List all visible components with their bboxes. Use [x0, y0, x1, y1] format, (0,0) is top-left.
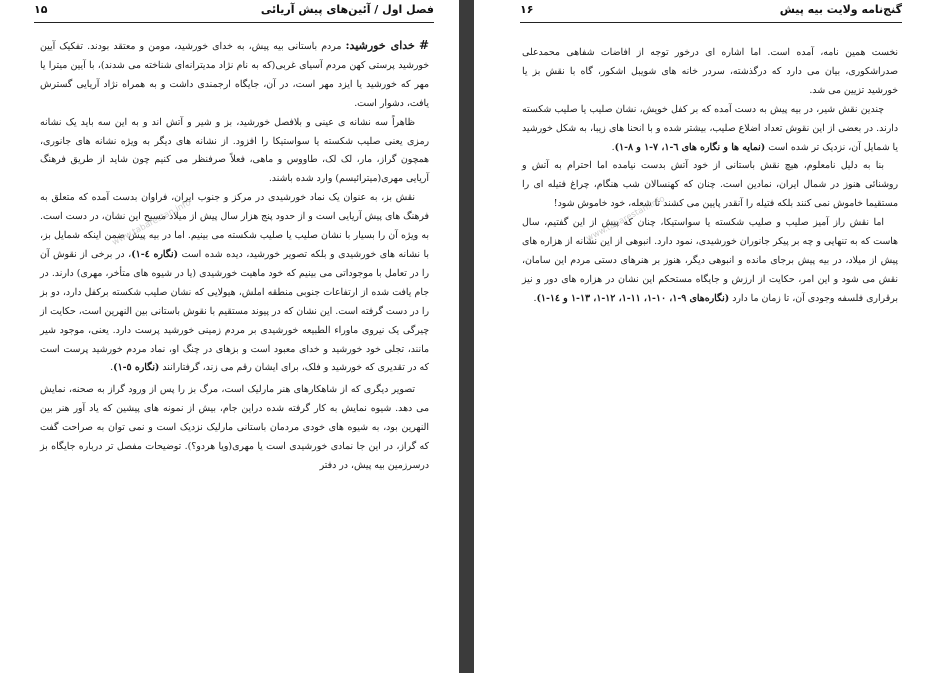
- paragraph-text: مردم باستانی بیه پیش، به خدای خورشید، مومن و معتقد بودند. تفکیک آیین خورشید پرستی کهن مردم آسیای غربی(که به نام نژاد مدیترانه‌ای شناخته می شدند)، با آیین میترا یا مهر که خورشید یا ایزد مهر است، در آن، جایگاه ارجمندی داشت و به همراه نژاد آریایی گسترش یافت، دشوار است.: [40, 41, 429, 109]
- left-page-number: ۱۵: [34, 3, 48, 16]
- right-header-rule: [520, 22, 902, 23]
- left-header-title: فصل اول / آئین‌های پیش آریائی: [260, 3, 434, 16]
- heading-mark: #: [418, 38, 430, 52]
- right-page-number: ۱۶: [520, 3, 534, 16]
- section-heading: خدای خورشید:: [345, 39, 415, 52]
- figure-ref: (نگاره ٤-١): [131, 248, 179, 260]
- paragraph-sun-god: [40, 36, 429, 114]
- paragraph-end: .: [533, 292, 537, 304]
- paragraph-symbols: ظاهراً سه نشانه ی عینی و بلافصل خورشید، بز و شیر و آتش اند و به این سه باید یک نشانه رمزی یعنی صلیب شکسته یا سواستیکا را افزود. از نشانه های دیگر به ویژه نشانه های جانوری، همچون گراز، مار، لک لک، طاووس و ماهی، فعلاً صرفنظر می کنیم چون شاید از طریق فرهنگ آریایی مهری(میترائیسم) وارد شده باشند.: [40, 116, 429, 185]
- figure-ref: (نگاره ٥-١): [113, 362, 160, 374]
- paragraph-text: نقش بز، به عنوان یک نماد خورشیدی در مرکز و جنوب ایران، فراوان بدست آمده که متعلق به فرهنگ های پیش آریایی است و از حدود پنج هزار سال پیش از میلاد مسیح این نشان، در دست است. به ویژه آن را بسیار با نشان صلیب یا صلیب شکسته می بینیم. اما در بیه پیش ضمن اینکه شمایل بز، با نشانه های خورشیدی و بلکه تصویر خورشید، دیده شده است: [40, 192, 429, 260]
- figure-ref: (نگاره‌های ٩-١، ١٠-١، ١١-١، ١٢-١، ١٣-١ و ١٤-١): [536, 292, 730, 304]
- paragraph-continuation: نخست همین نامه، آمده است. اما اشاره ای درخور توجه از افاضات شفاهی محمدعلی صدراشکوری، بیان می دارد که درگذشته، سردر خانه های شویبل اشکور، گاه با نقش بز یا خورشید تزیین می شد.: [522, 47, 898, 96]
- watermark: www.tabarestan.info: [110, 198, 193, 248]
- right-page-body: [522, 44, 898, 309]
- right-header-title: گنج‌نامه ولایت بیه پیش: [779, 3, 902, 16]
- watermark: www.tabarestan.info: [584, 194, 667, 244]
- left-page-header: [34, 0, 434, 20]
- paragraph-marlik: تصویر دیگری که از شاهکارهای هنر مارلیک است، مرگ بز را پس از ورود گراز به صحنه، نمایش می دهد. شیوه نمایش به کار گرفته شده دراین جام، بیش از نمونه های پیشین که یاد آور هنر بین النهرین بود، به شیوه های خودی مردمان باستانی مارلیک نزدیک است و نمی توان به صراحت گفت که گراز، در این جا نمادی خورشیدی است یا مهری(ویا هردو؟). توضیحات مفصل تر درباره جایگاه بز درسرزمین بیه پیش، در دفتر: [40, 384, 429, 471]
- right-page-header: [520, 0, 902, 20]
- paragraph-end: .: [110, 362, 114, 374]
- left-page: [0, 0, 459, 673]
- paragraph-fire: بنا به دلیل نامعلوم، هیچ نقش باستانی از خود آتش بدست نیامده اما احترام به آتش و روشنائی هنوز در شمال ایران، نمادین است. چنان که کهنسالان شب هنگام، چراغ فتیله ای را مستقیما خاموش نمی کنند بلکه فتیله را آنقدر پایین می کشند تا شعله، خود خاموش شود!: [522, 160, 898, 210]
- book-gutter: [459, 0, 474, 673]
- paragraph-text: اما نقش راز آمیز صلیب و صلیب شکسته یا سواستیکا، چنان که پیش از این گفتیم، سال هاست که به تنهایی و چه بر پیکر جانوران خورشیدی، نمود دارد. انبوهی از این نشانه از هزاره های پیش از میلاد، در بیه پیش برجای مانده و انبوهی دیگر، هنوز بر هنرهای دستی مردم این سامان، نقش می شود و این امر، حکایت از ارزش و جایگاه مستحکم این نشان در هزاره های دور و نیز برقراری فلسفه وجودی آن، تا زمان ما دارد: [522, 217, 898, 304]
- left-header-rule: [34, 22, 434, 23]
- figure-ref: (نمایه ها و نگاره های ٦-١، ٧-١ و ٨-١): [614, 141, 766, 153]
- paragraph-goat: [40, 189, 429, 378]
- paragraph-end: .: [611, 141, 615, 153]
- paragraph-text: ، در برخی از نقوش آن را در تعامل با موجوداتی می بینیم که خود ماهیت خورشیدی (یا در شیوه های متأخر، مهری) دارند. در جام یافت شده از ارتفاعات جنوبی منطقه املش، هیولایی که نشان صلیب شکسته برکفل دارد، دو بز را در دست گرفته است. این نشان که در پیوند مستقیم با نقوش باستانی بین النهرین است، حکایت از چیرگی یک نیروی ماوراء الطبیعه خورشیدی بر مردم زمینی خورشید پرست دارد. یعنی، موجود شیر مانند، تجلی خود خورشید و خدای معبود است و بزهای در چنگ او، نماد مردم خورشید پرست است که در تقدیری که خورشید و فلک، برای ایشان رقم می زند، گرفتارانند: [40, 248, 429, 374]
- paragraph-text: چندین نقش شیر، در بیه پیش به دست آمده که بر کفل خویش، نشان صلیب یا صلیب شکسته دارند. در بعضی از این نقوش تعداد اضلاع صلیب، بیشتر شده و با انحنا های زیبا، به شکل خورشید یا شمایل آن، نزدیک تر شده است: [522, 103, 898, 153]
- left-page-body: [40, 36, 429, 476]
- paragraph-lion: [522, 101, 898, 158]
- paragraph-swastika: [522, 214, 898, 309]
- right-page: [474, 0, 932, 673]
